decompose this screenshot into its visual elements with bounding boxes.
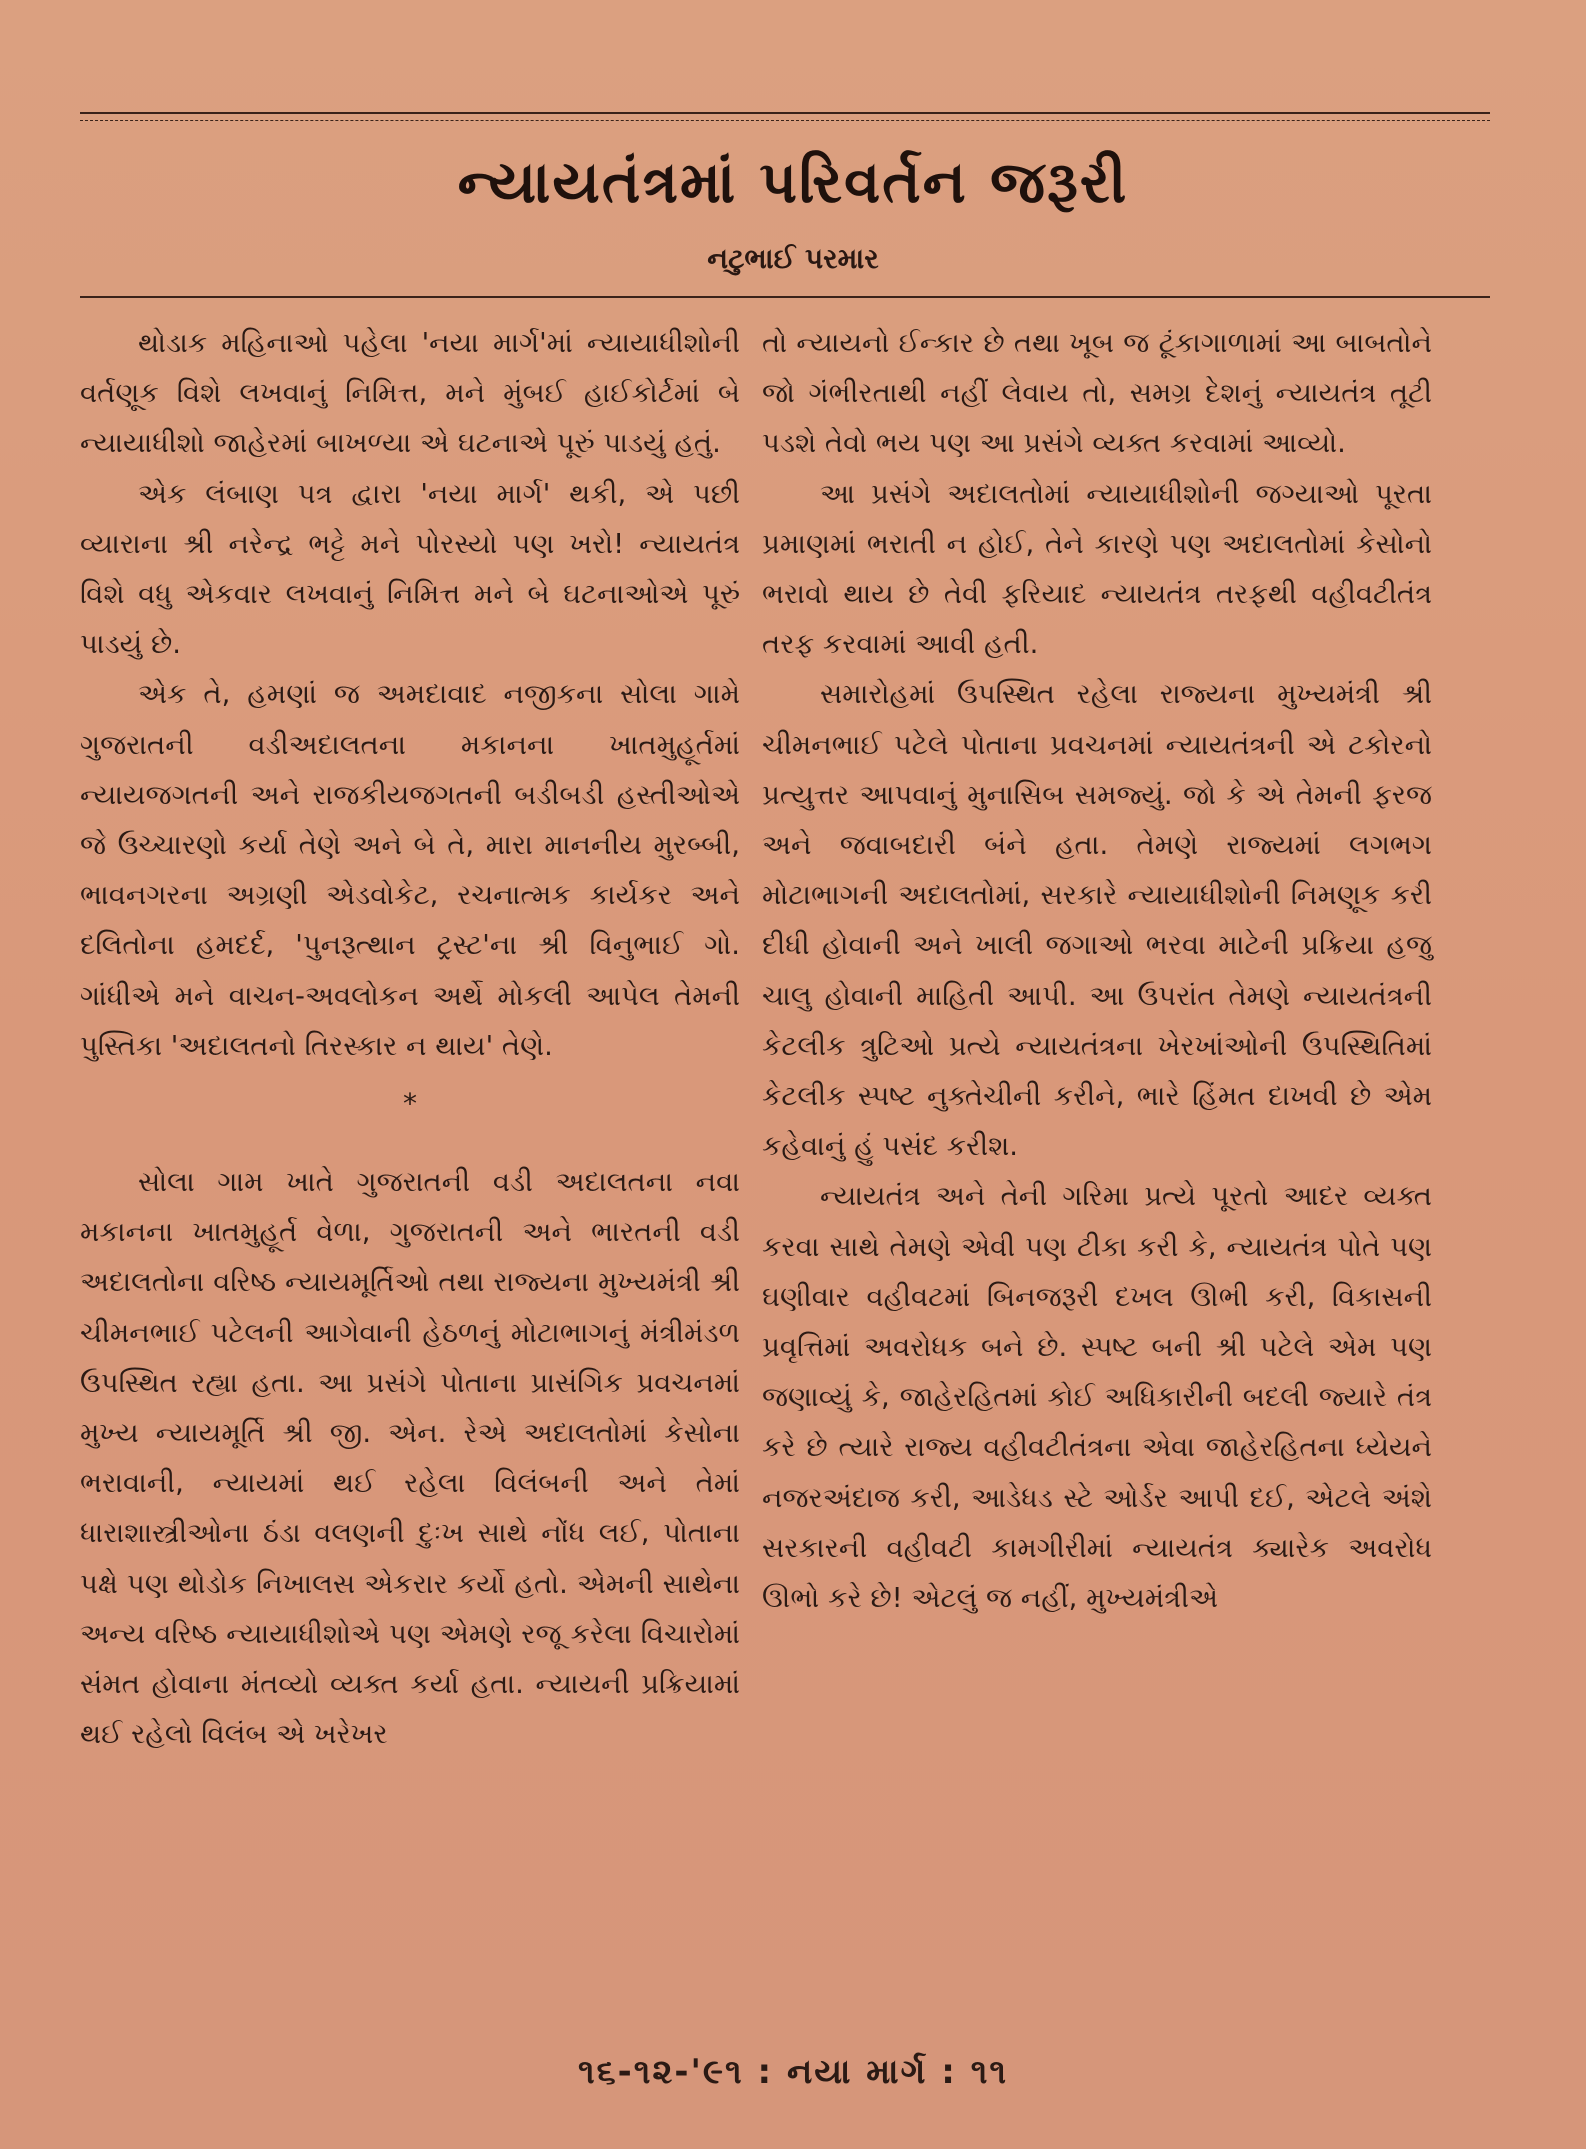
section-separator: * (403, 1087, 417, 1121)
left-column (80, 318, 740, 1759)
paragraph: થોડાક મહિનાઓ પહેલા 'નયા માર્ગ'માં ન્યાયાધીશોની વર્તણૂક વિશે લખવાનું નિમિત્ત, મને મુંબઈ હાઈકોર્ટમાં બે ન્યાયાધીશો જાહેરમાં બાખળ્યા એ ઘટનાએ પૂરું પાડયું હતું. (80, 327, 740, 460)
paragraph: આ પ્રસંગે અદાલતોમાં ન્યાયાધીશોની જગ્યાઓ પૂરતા પ્રમાણમાં ભરાતી ન હોઈ, તેને કારણે પણ અદાલતોમાં કેસોનો ભરાવો થાય છે તેવી ફરિયાદ ન્યાયતંત્ર તરફથી વહીવટીતંત્ર તરફ કરવામાં આવી હતી. (762, 477, 1432, 661)
paragraph: સોલા ગામ ખાતે ગુજરાતની વડી અદાલતના નવા મકાનના ખાતમુહૂર્ત વેળા, ગુજરાતની અને ભારતની વડી અદાલતોના વરિષ્ઠ ન્યાયમૂર્તિઓ તથા રાજ્યના મુખ્યમંત્રી શ્રી ચીમનભાઈ પટેલની આગેવાની હેઠળનું મોટાભાગનું મંત્રીમંડળ ઉપસ્થિત રહ્યા હતા. આ પ્રસંગે પોતાના પ્રાસંગિક પ્રવચનમાં મુખ્ય ન્યાયમૂર્તિ શ્રી જી. એન. રેએ અદાલતોમાં કેસોના ભરાવાની, ન્યાયમાં થઈ રહેલા વિલંબની અને તેમાં ધારાશાસ્ત્રીઓના ઠંડા વલણની દુઃખ સાથે નોંધ લઈ, પોતાના પક્ષે પણ થોડોક નિખાલસ એકરાર કર્યો હતો. એમની સાથેના અન્ય વરિષ્ઠ ન્યાયાધીશોએ પણ એમણે રજૂ કરેલા વિચારોમાં સંમત હોવાના મંતવ્યો વ્યક્ત કર્યા હતા. ન્યાયની પ્રક્રિયામાં થઈ રહેલો વિલંબ એ ખરેખર (80, 1166, 740, 1751)
paragraph: તો ન્યાયનો ઈન્કાર છે તથા ખૂબ જ ટૂંકાગાળામાં આ બાબતોને જો ગંભીરતાથી નહીં લેવાય તો, સમગ્ર દેશનું ન્યાયતંત્ર તૂટી પડશે તેવો ભય પણ આ પ્રસંગે વ્યક્ત કરવામાં આવ્યો. (762, 327, 1432, 460)
page-footer: ૧૬-૧૨-'૯૧ : નયા માર્ગ : ૧૧ (577, 2052, 1009, 2092)
article-author: નટુભાઈ પરમાર (707, 242, 879, 275)
article-title: ન્યાયતંત્રમાં પરિવર્તન જરૂરી (457, 148, 1129, 216)
top-rule (80, 112, 1490, 114)
top-dashed-rule (80, 120, 1490, 121)
paragraph: સમારોહમાં ઉપસ્થિત રહેલા રાજ્યના મુખ્યમંત્રી શ્રી ચીમનભાઈ પટેલે પોતાના પ્રવચનમાં ન્યાયતંત્રની એ ટકોરનો પ્રત્યુત્તર આપવાનું મુનાસિબ સમજ્યું. જો કે એ તેમની ફરજ અને જવાબદારી બંને હતા. તેમણે રાજ્યમાં લગભગ મોટાભાગની અદાલતોમાં, સરકારે ન્યાયાધીશોની નિમણૂક કરી દીધી હોવાની અને ખાલી જગાઓ ભરવા માટેની પ્રક્રિયા હજુ ચાલુ હોવાની માહિતી આપી. આ ઉપરાંત તેમણે ન્યાયતંત્રની કેટલીક ત્રુટિઓ પ્રત્યે ન્યાયતંત્રના ખેરખાંઓની ઉપસ્થિતિમાં કેટલીક સ્પષ્ટ નુક્તેચીની કરીને, ભારે હિંમત દાખવી છે એમ કહેવાનું હું પસંદ કરીશ. (762, 678, 1432, 1163)
right-column (762, 318, 1432, 1623)
paragraph: ન્યાયતંત્ર અને તેની ગરિમા પ્રત્યે પૂરતો આદર વ્યક્ત કરવા સાથે તેમણે એવી પણ ટીકા કરી કે, ન્યાયતંત્ર પોતે પણ ઘણીવાર વહીવટમાં બિનજરૂરી દખલ ઊભી કરી, વિકાસની પ્રવૃત્તિમાં અવરોધક બને છે. સ્પષ્ટ બની શ્રી પટેલે એમ પણ જણાવ્યું કે, જાહેરહિતમાં કોઈ અધિકારીની બદલી જ્યારે તંત્ર કરે છે ત્યારે રાજ્ય વહીવટીતંત્રના એવા જાહેરહિતના ધ્યેયને નજરઅંદાજ કરી, આડેધડ સ્ટે ઓર્ડર આપી દઈ, એટલે અંશે સરકારની વહીવટી કામગીરીમાં ન્યાયતંત્ર ક્યારેક અવરોધ ઊભો કરે છે! એટલું જ નહીં, મુખ્યમંત્રીએ (762, 1180, 1432, 1615)
paragraph: એક તે, હમણાં જ અમદાવાદ નજીકના સોલા ગામે ગુજરાતની વડીઅદાલતના મકાનના ખાતમુહૂર્તમાં ન્યાયજગતની અને રાજકીયજગતની બડીબડી હસ્તીઓએ જે ઉચ્ચારણો કર્યા તેણે અને બે તે, મારા માનનીય મુરબ્બી, ભાવનગરના અગ્રણી એડવોકેટ, રચનાત્મક કાર્યકર અને દલિતોના હમદર્દ, 'પુનરૂત્થાન ટ્રસ્ટ'ના શ્રી વિનુભાઈ ગો. ગાંધીએ મને વાચન-અવલોકન અર્થે મોકલી આપેલ તેમની પુસ્તિકા 'અદાલતનો તિરસ્કાર ન થાય' તેણે. (80, 678, 740, 1062)
paragraph: એક લંબાણ પત્ર દ્વારા 'નયા માર્ગ' થકી, એ પછી વ્યારાના શ્રી નરેન્દ્ર ભટ્ટે મને પોરસ્યો પણ ખરો! ન્યાયતંત્ર વિશે વધુ એકવાર લખવાનું નિમિત્ત મને બે ઘટનાઓએ પૂરું પાડયું છે. (80, 477, 740, 661)
header-divider (80, 296, 1490, 298)
